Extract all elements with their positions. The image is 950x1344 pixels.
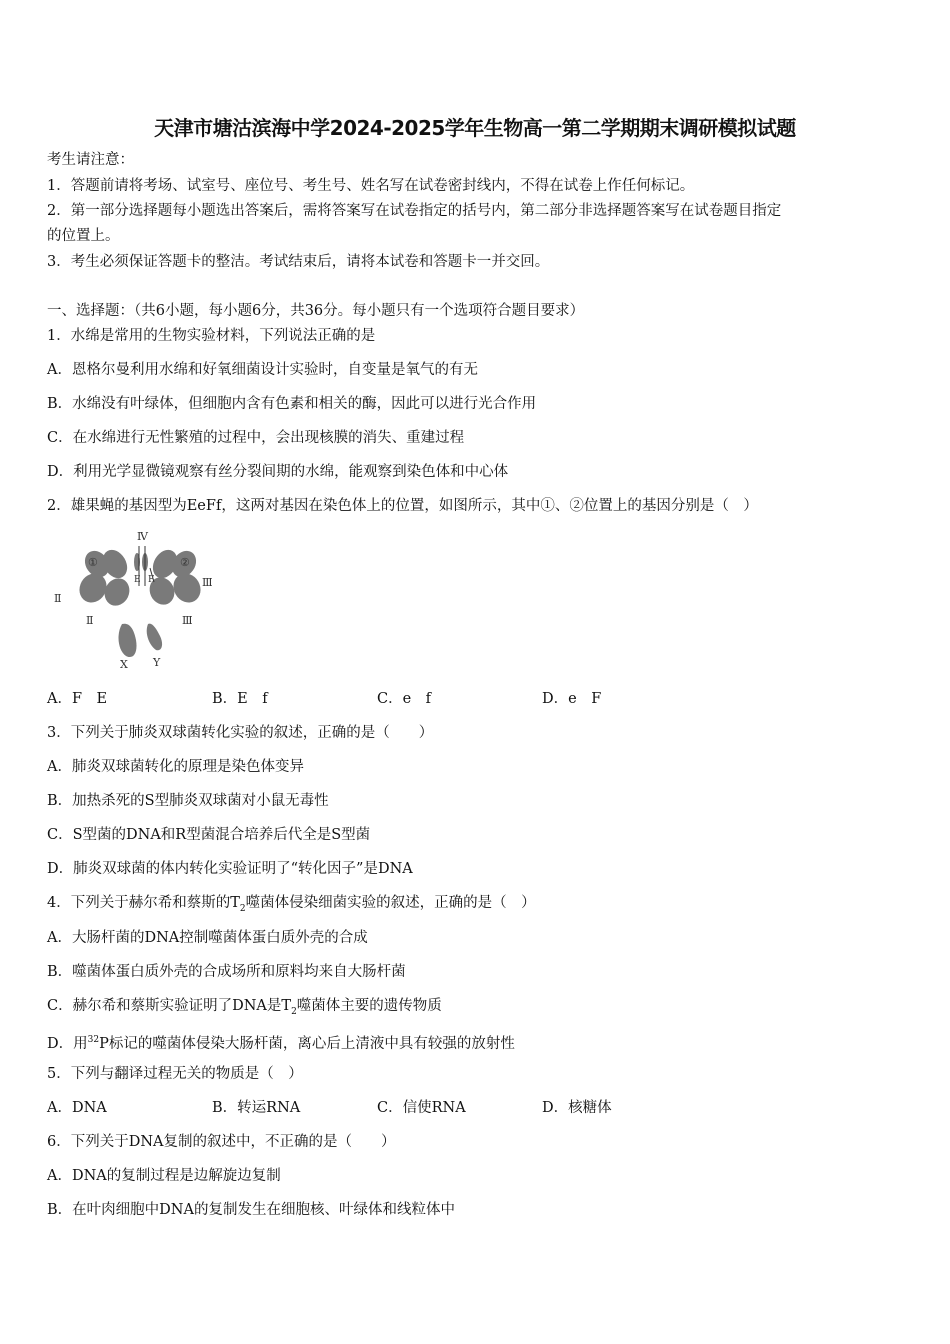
question-5-stem: 5．下列与翻译过程无关的物质是（ ）	[47, 1066, 303, 1082]
question-4-option-d: D．用$^{32}$P标记的噬菌体侵染大肠杆菌，离心后上清液中具有较强的放射性	[47, 1035, 515, 1052]
figure-label-one: ①	[88, 556, 98, 569]
figure-label-x: X	[120, 658, 128, 671]
figure-label-ii-left: Ⅱ	[54, 592, 62, 605]
chromosome-ii-right-lower	[100, 574, 134, 610]
notice-item-2: 2．第一部分选择题每小题选出答案后，需将答案写在试卷指定的括号内，第二部分非选择题答案写在试卷题目指定	[47, 203, 782, 219]
question-4-option-c: C．赫尔希和蔡斯实验证明了DNA是$T_2$噬菌体主要的遗传物质	[47, 998, 442, 1017]
question-5-option-d: D．核糖体	[542, 1100, 612, 1116]
question-6-stem: 6．下列关于DNA复制的叙述中，不正确的是（ ）	[47, 1134, 396, 1150]
chromosome-iii-right-lower	[168, 569, 206, 608]
question-1-option-c: C．在水绵进行无性繁殖的过程中，会出现核膜的消失、重建过程	[47, 430, 465, 446]
question-6-option-b: B．在叶肉细胞中DNA的复制发生在细胞核、叶绿体和线粒体中	[47, 1202, 455, 1218]
question-1-stem: 1．水绵是常用的生物实验材料，下列说法正确的是	[47, 328, 376, 344]
notice-item-3: 3．考生必须保证答题卡的整洁。考试结束后，请将本试卷和答题卡一并交回。	[47, 254, 550, 270]
question-2-option-c: C．e f	[377, 691, 432, 707]
question-4-option-b: B．噬菌体蛋白质外壳的合成场所和原料均来自大肠杆菌	[47, 964, 406, 980]
figure-label-e: E	[134, 575, 141, 585]
section-heading: 一、选择题：（共6小题，每小题6分，共36分。每小题只有一个选项符合题目要求）	[47, 303, 585, 319]
figure-label-ii-bottom: Ⅱ	[86, 614, 94, 627]
question-1-option-b: B．水绵没有叶绿体，但细胞内含有色素和相关的酶，因此可以进行光合作用	[47, 396, 537, 412]
chromosome-x	[119, 624, 137, 657]
question-3-option-d: D．肺炎双球菌的体内转化实验证明了“转化因子”是DNA	[47, 861, 413, 877]
figure-label-y: Y	[153, 656, 161, 669]
figure-label-iii-right: Ⅲ	[202, 576, 213, 589]
question-6-option-a: A．DNA的复制过程是边解旋边复制	[47, 1168, 281, 1184]
question-3-option-b: B．加热杀死的S型肺炎双球菌对小鼠无毒性	[47, 793, 329, 809]
question-4-option-a: A．大肠杆菌的DNA控制噬菌体蛋白质外壳的合成	[47, 930, 368, 946]
question-3-option-c: C．S型菌的DNA和R型菌混合培养后代全是S型菌	[47, 827, 371, 843]
chromosome-figure	[52, 526, 222, 672]
question-5-option-a: A．DNA	[47, 1100, 107, 1116]
question-2-stem: 2．雄果蝇的基因型为EeFf，这两对基因在染色体上的位置，如图所示，其中①、②位置上的基因分别是（ ）	[47, 498, 758, 514]
question-1-option-d: D．利用光学显微镜观察有丝分裂间期的水绵，能观察到染色体和中心体	[47, 464, 509, 480]
chromosome-y	[147, 624, 162, 651]
notice-item-2-cont: 的位置上。	[47, 228, 120, 244]
question-5-option-c: C．信使RNA	[377, 1100, 466, 1116]
question-4-stem: 4．下列关于赫尔希和蔡斯的$T_2$噬菌体侵染细菌实验的叙述，正确的是（ ）	[47, 895, 536, 914]
notice-heading: 考生请注意：	[47, 152, 134, 168]
question-2-option-b: B．E f	[212, 691, 268, 707]
question-2-option-d: D．e F	[542, 691, 602, 707]
notice-item-1: 1．答题前请将考场、试室号、座位号、考生号、姓名写在试卷密封线内，不得在试卷上作任何标记。	[47, 178, 695, 194]
question-3-stem: 3．下列关于肺炎双球菌转化实验的叙述，正确的是（ ）	[47, 725, 434, 741]
figure-label-two: ②	[180, 556, 190, 569]
figure-label-iii-bottom: Ⅲ	[182, 614, 193, 627]
page-title: 天津市塘沽滨海中学2024-2025学年生物高一第二学期期末调研模拟试题	[154, 116, 796, 140]
figure-label-iv: Ⅳ	[137, 530, 148, 543]
question-2-option-a: A．F E	[47, 691, 108, 707]
question-5-option-b: B．转运RNA	[212, 1100, 301, 1116]
question-1-option-a: A．恩格尔曼利用水绵和好氧细菌设计实验时，自变量是氧气的有无	[47, 362, 478, 378]
figure-label-f: F	[148, 575, 155, 585]
question-3-option-a: A．肺炎双球菌转化的原理是染色体变异	[47, 759, 304, 775]
